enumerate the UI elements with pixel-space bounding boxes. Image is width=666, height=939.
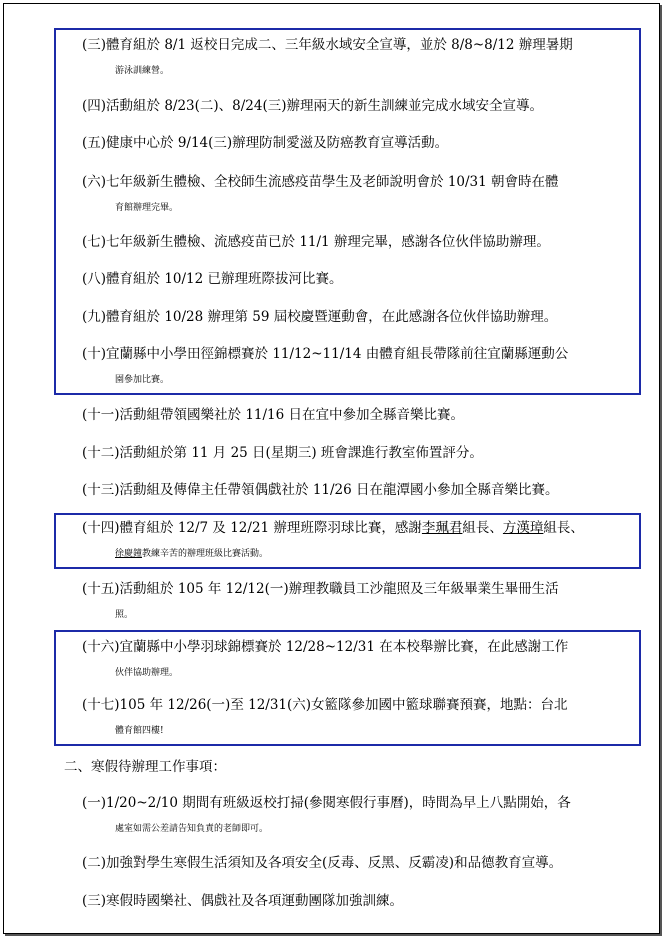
item-continuation: 游泳訓練營。 — [115, 66, 170, 76]
item-line: (十七)105 年 12/26(一)至 12/31(六)女籃隊參加國中籃球聯賽預賽，地點：台北 — [82, 697, 568, 713]
item-line: (一)1/20~2/10 期間有班級返校打掃(參閱寒假行事曆)，時間為早上八點開始，各 — [82, 795, 571, 811]
list-item — [82, 32, 634, 84]
item-line: (三)體育組於 8/1 返校日完成二、三年級水域安全宣導，並於 8/8~8/12 辦理暑期 — [82, 37, 573, 53]
list-item — [82, 515, 634, 567]
list-item — [82, 477, 634, 503]
list-item — [82, 229, 634, 255]
list-item — [82, 402, 634, 428]
item-continuation: 照。 — [115, 610, 134, 620]
item-line: (十二)活動組於第 11 月 25 日(星期三) 班會課進行教室佈置評分。 — [82, 445, 483, 461]
item-line: (二)加強對學生寒假生活須知及各項安全(反毒、反黑、反霸凌)和品德教育宣導。 — [82, 855, 563, 871]
item-line: (八)體育組於 10/12 已辦理班際拔河比賽。 — [82, 271, 343, 287]
list-item — [82, 692, 634, 744]
item-continuation: 育館辦理完畢。 — [115, 203, 179, 213]
item-continuation: 伙伴協助辦理。 — [115, 668, 179, 678]
item-line: (十一)活動組帶領國樂社於 11/16 日在宜中參加全縣音樂比賽。 — [82, 407, 465, 423]
item-text: 組長、 — [462, 520, 503, 536]
item-line: (三)寒假時國樂社、偶戲社及各項運動團隊加強訓練。 — [82, 893, 404, 909]
item-line: (十三)活動組及傳偉主任帶領偶戲社於 11/26 日在龍潭國小參加全縣音樂比賽。 — [82, 482, 559, 498]
item-line — [82, 515, 634, 541]
list-item — [82, 93, 634, 119]
item-line: (七)七年級新生體檢、流感疫苗已於 11/1 辦理完畢，感謝各位伙伴協助辦理。 — [82, 234, 550, 250]
item-continuation: 園參加比賽。 — [115, 375, 170, 385]
list-item — [82, 169, 634, 221]
item-continuation: 處室如需公差請告知負責的老師即可。 — [115, 824, 269, 834]
section-title: 二、寒假待辦理工作事項： — [64, 759, 226, 775]
item-continuation: 體育館四樓! — [115, 726, 164, 736]
item-continuation — [82, 541, 634, 567]
list-item — [82, 576, 634, 628]
list-item — [82, 634, 634, 686]
item-text: 組長、 — [543, 520, 584, 536]
staff-name: 徐慶鐘 — [115, 549, 143, 559]
item-line: (十六)宜蘭縣中小學羽球錦標賽於 12/28~12/31 在本校舉辦比賽，在此感謝工作 — [82, 639, 569, 655]
list-item — [82, 130, 634, 156]
item-text: (十四)體育組於 12/7 及 12/21 辦理班際羽球比賽，感謝 — [82, 520, 422, 536]
item-line: (五)健康中心於 9/14(三)辦理防制愛滋及防癌教育宣導活動。 — [82, 135, 449, 151]
list-item — [82, 440, 634, 466]
item-line: (十)宜蘭縣中小學田徑錦標賽於 11/12~11/14 由體育組長帶隊前往宜蘭縣運動公 — [82, 346, 569, 362]
item-line: (六)七年級新生體檢、全校師生流感疫苗學生及老師說明會於 10/31 朝會時在體 — [82, 174, 559, 190]
list-item — [82, 341, 634, 393]
list-item — [82, 790, 634, 842]
staff-name: 李珮君 — [421, 520, 463, 536]
item-line: (九)體育組於 10/28 辦理第 59 屆校慶暨運動會，在此感謝各位伙伴協助辦理。 — [82, 309, 558, 325]
list-item — [82, 266, 634, 292]
item-line: (四)活動組於 8/23(二)、8/24(三)辦理兩天的新生訓練並完成水域安全宣導。 — [82, 98, 544, 114]
list-item — [82, 888, 634, 914]
list-item — [82, 304, 634, 330]
list-item — [82, 850, 634, 876]
item-line: (十五)活動組於 105 年 12/12(一)辦理教職員工沙龍照及三年級畢業生畢冊生活 — [82, 581, 559, 597]
item-text: 教練辛苦的辦理班級比賽活動。 — [142, 549, 269, 559]
staff-name: 方漢璋 — [502, 520, 544, 536]
